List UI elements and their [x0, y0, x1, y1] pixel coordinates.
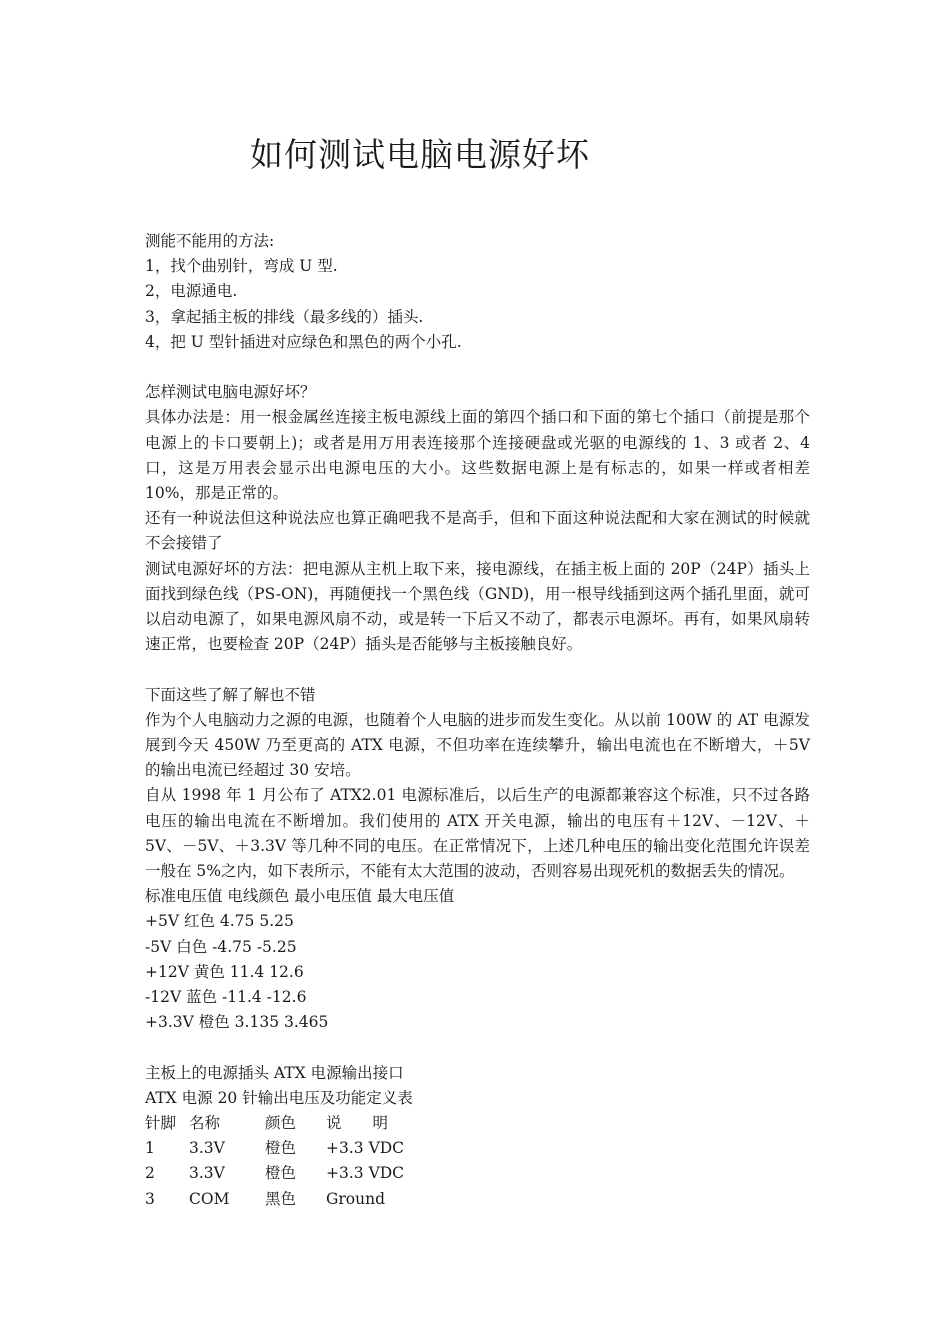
paragraph: 测试电源好坏的方法：把电源从主机上取下来，接电源线，在插主板上面的 20P（24P）插头上面找到绿色线（PS-ON)，再随便找一个黑色线（GND)，用一根导线插到这两个插孔里面，就可以启动电源了，如果电源风扇不动，或是转一下后又不动了，都表示电源坏。再有，如果风扇转速正常，也要检查 20P（24P）插头是否能够与主板接触良好。: [145, 559, 810, 654]
voltage-row: -12V 蓝色 -11.4 -12.6: [145, 988, 307, 1007]
spacer: [145, 657, 810, 682]
voltage-row: +12V 黄色 11.4 12.6: [145, 962, 304, 981]
section2-heading: 怎样测试电脑电源好坏？: [145, 383, 316, 402]
step-1: 1，找个曲别针，弯成 U 型.: [145, 257, 338, 276]
spacer: [145, 1035, 810, 1060]
cell-name: 3.3V: [189, 1164, 225, 1183]
spacer: [145, 355, 810, 380]
voltage-row: +5V 红色 4.75 5.25: [145, 912, 294, 931]
pin-table: [145, 1111, 446, 1212]
paragraph: 自从 1998 年 1 月公布了 ATX2.01 电源标准后，以后生产的电源都兼容这个标准，只不过各路电压的输出电流在不断增加。我们使用的 ATX 开关电源，输出的电压有＋12V、－12V、＋5V、－5V、＋3.3V 等几种不同的电压。在正常情况下，上述几种电压的输出变化范围允许误差一般在 5%之内，如下表所示，不能有太大范围的波动，否则容易出现死机的数据丢失的情况。: [145, 786, 810, 881]
cell-description: +3.3 VDC: [326, 1164, 405, 1183]
cell-pin: 3: [145, 1189, 155, 1208]
voltage-row: -5V 白色 -4.75 -5.25: [145, 937, 297, 956]
table-row: [145, 1136, 446, 1161]
document-body: [145, 229, 810, 1212]
cell-pin: 1: [145, 1139, 155, 1158]
document-title: 如何测试电脑电源好坏: [250, 135, 590, 174]
table-row: [145, 1161, 446, 1186]
section3-heading: 下面这些了解了解也不错: [145, 685, 316, 704]
paragraph: 具体办法是：用一根金属丝连接主板电源线上面的第四个插口和下面的第七个插口（前提是那个电源上的卡口要朝上)；或者是用万用表连接那个连接硬盘或光驱的电源线的 1、3 或者 2、4 口，这是万用表会显示出电源电压的大小。这些数据电源上是有标志的，如果一样或者相差 10%，那是正常的。: [145, 408, 810, 503]
cell-description: +3.3 VDC: [326, 1139, 405, 1158]
paragraph: 还有一种说法但这种说法应也算正确吧我不是高手，但和下面这种说法配和大家在测试的时候就不会接错了: [145, 509, 810, 553]
voltage-table-header: 标准电压值 电线颜色 最小电压值 最大电压值: [145, 887, 455, 906]
table-row: [145, 1187, 446, 1212]
cell-pin: 2: [145, 1164, 155, 1183]
cell-color: 橙色: [265, 1139, 297, 1158]
header-description: 说 明: [326, 1114, 389, 1133]
step-3: 3，拿起插主板的排线（最多线的）插头.: [145, 307, 424, 326]
section4-heading: 主板上的电源插头 ATX 电源输出接口: [145, 1063, 404, 1082]
cell-name: 3.3V: [189, 1139, 225, 1158]
table-header-row: [145, 1111, 446, 1136]
header-name: 名称: [189, 1114, 221, 1133]
cell-name: COM: [189, 1189, 230, 1208]
cell-description: Ground: [326, 1189, 386, 1208]
header-pin: 针脚: [145, 1114, 177, 1133]
voltage-row: +3.3V 橙色 3.135 3.465: [145, 1013, 329, 1032]
cell-color: 黑色: [265, 1189, 297, 1208]
step-4: 4，把 U 型针插进对应绿色和黑色的两个小孔.: [145, 332, 462, 351]
header-color: 颜色: [265, 1114, 297, 1133]
paragraph: 作为个人电脑动力之源的电源，也随着个人电脑的进步而发生变化。从以前 100W 的 AT 电源发展到今天 450W 乃至更高的 ATX 电源，不但功率在连续攀升，输出电流也在不断增大，＋5V 的输出电流已经超过 30 安培。: [145, 710, 810, 780]
step-2: 2，电源通电.: [145, 282, 238, 301]
section1-heading: 测能不能用的方法:: [145, 232, 275, 250]
cell-color: 橙色: [265, 1164, 297, 1183]
section4-subheading: ATX 电源 20 针输出电压及功能定义表: [145, 1088, 413, 1107]
